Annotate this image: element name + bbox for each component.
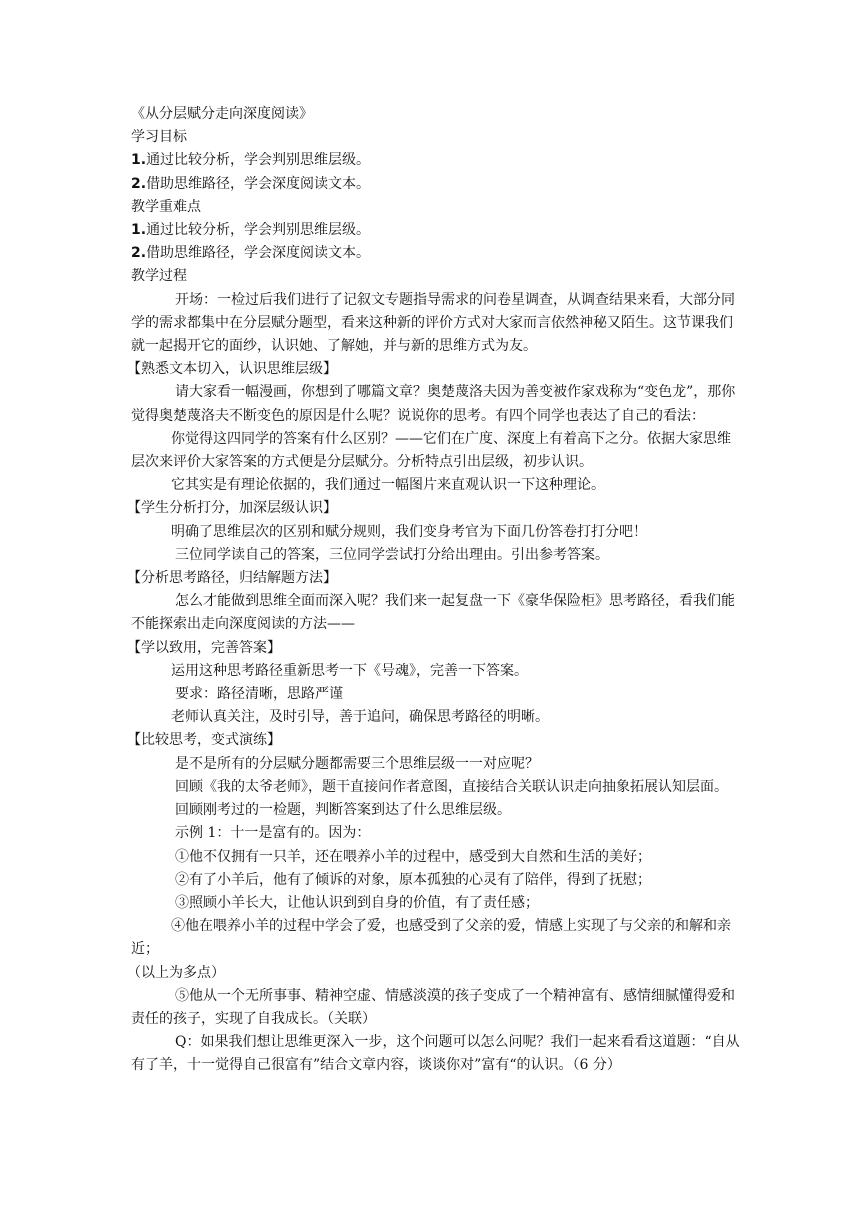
objective-item <box>131 149 743 172</box>
paragraph: 怎么才能做到思维全面而深入呢？我们来一起复盘一下《豪华保险柜》思考路径，看我们能不能探索出走向深度阅读的方法—— <box>131 593 735 633</box>
paragraph: 三位同学读自己的答案，三位同学尝试打分给出理由。引出参考答案。 <box>175 546 609 563</box>
section-heading: 【熟悉文本切入，认识思维层级】 <box>127 361 337 378</box>
objective-text: 通过比较分析，学会判别思维层级。 <box>146 152 371 169</box>
paragraph: 明确了思维层次的区别和赋分规则，我们变身考官为下面几份答卷打打分吧！ <box>171 523 647 540</box>
section-heading: 【学以致用，完善答案】 <box>127 639 281 656</box>
objective-item <box>131 173 743 196</box>
paragraph: 回顾刚考过的一检题，判断答案到达了什么思维层级。 <box>175 802 511 819</box>
process-heading: 教学过程 <box>131 268 187 285</box>
paragraph: 是不是所有的分层赋分题都需要三个思维层级一一对应呢？ <box>175 755 539 772</box>
list-item: ④他在喂养小羊的过程中学会了爱，也感受到了父亲的爱，情感上实现了与父亲的和解和亲近； <box>131 918 731 958</box>
paragraph: 运用这种思考路径重新思考一下《号魂》，完善一下答案。 <box>171 662 528 679</box>
paragraph: 它其实是有理论依据的，我们通过一幅图片来直观认识一下这种理论。 <box>171 477 605 494</box>
objectives-heading: 学习目标 <box>131 129 187 146</box>
opening-paragraph: 开场：一检过后我们进行了记叙文专题指导需求的问卷星调查，从调查结果来看，大部分同学的需求都集中在分层赋分题型，看来这种新的评价方式对大家而言依然神秘又陌生。这节课我们就一起揭开它的面纱，认识她、了解她，并与新的思维方式为友。 <box>131 291 735 355</box>
key-points-heading: 教学重难点 <box>131 198 201 215</box>
document-title: 《从分层赋分走向深度阅读》 <box>131 106 313 122</box>
paragraph: 要求：路径清晰，思路严谨 <box>175 686 343 703</box>
paragraph: 老师认真关注，及时引导，善于追问，确保思考路径的明晰。 <box>171 709 549 726</box>
key-point-text: 借助思维路径，学会深度阅读文本。 <box>146 245 371 262</box>
key-point-text: 通过比较分析，学会判别思维层级。 <box>146 222 371 239</box>
list-item: ⑤他从一个无所事事、精神空虚、情感淡漠的孩子变成了一个精神富有、感情细腻懂得爱和责任的孩子，实现了自我成长。（关联） <box>131 987 735 1027</box>
example-label: 示例 1：十一是富有的。因为： <box>175 825 371 842</box>
key-point-number: 1. <box>131 222 147 239</box>
note: （以上为多点） <box>127 964 225 981</box>
list-item: ②有了小羊后，他有了倾诉的对象，原本孤独的心灵有了陪伴，得到了抚慰； <box>175 871 651 888</box>
section-heading: 【分析思考路径，归结解题方法】 <box>127 570 337 587</box>
objective-number: 2. <box>131 175 147 192</box>
objective-text: 借助思维路径，学会深度阅读文本。 <box>146 175 371 192</box>
paragraph: 回顾《我的太爷老师》，题干直接问作者意图，直接结合关联认识走向抽象拓展认知层面。 <box>175 778 728 795</box>
section-heading: 【学生分析打分，加深层级认识】 <box>127 500 337 517</box>
section-heading: 【比较思考，变式演练】 <box>127 732 281 749</box>
list-item: ③照顾小羊长大，让他认识到到自身的价值，有了责任感； <box>175 894 539 911</box>
key-point-item <box>131 219 743 242</box>
objective-number: 1. <box>131 152 147 169</box>
question-paragraph: Q：如果我们想让思维更深入一步，这个问题可以怎么问呢？我们一起来看看这道题：“自从有了羊，十一觉得自己很富有”结合文章内容，谈谈你对”富有“的认识。（6 分） <box>131 1034 740 1074</box>
paragraph: 你觉得这四同学的答案有什么区别？——它们在广度、深度上有着高下之分。依据大家思维层次来评价大家答案的方式便是分层赋分。分析特点引出层级，初步认识。 <box>131 430 731 471</box>
key-point-item <box>131 242 743 265</box>
paragraph: 请大家看一幅漫画，你想到了哪篇文章？奥楚蔑洛夫因为善变被作家戏称为“变色龙”，那你觉得奥楚蔑洛夫不断变色的原因是什么呢？说说你的思考。有四个同学也表达了自己的看法： <box>131 384 736 424</box>
document-body <box>127 103 743 1078</box>
list-item: ①他不仅拥有一只羊，还在喂养小羊的过程中，感受到大自然和生活的美好； <box>175 848 651 865</box>
key-point-number: 2. <box>131 245 147 262</box>
